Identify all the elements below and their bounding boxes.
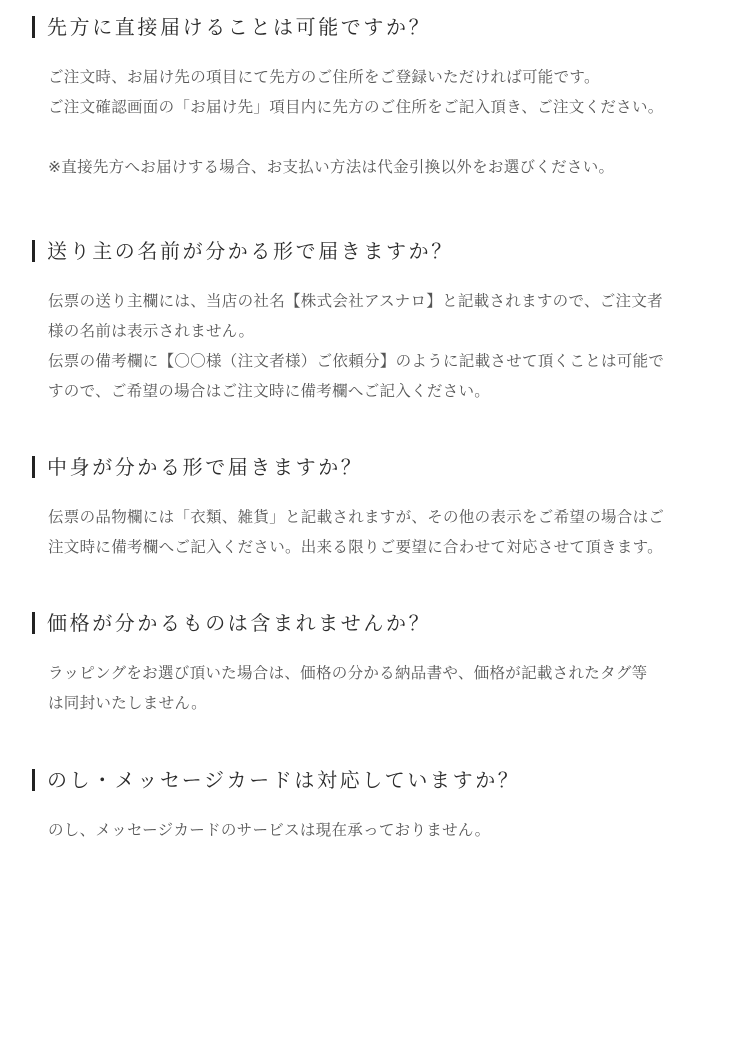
faq-question: 価格が分かるものは含まれませんか？ [32,610,750,636]
answer-line: 注文時に備考欄へご記入ください。出来る限りご要望に合わせて対応させて頂きます。 [48,538,663,556]
answer-line: ご注文確認画面の「お届け先」項目内に先方のご住所をご記入頂き、ご注文ください。 [48,98,664,116]
answer-line: のし、メッセージカードのサービスは現在承っておりません。 [48,821,491,839]
answer-line: 伝票の品物欄には「衣類、雑貨」と記載されますが、その他の表示をご希望の場合はご [48,508,665,526]
answer-line: ご注文時、お届け先の項目にて先方のご住所をご登録いただければ可能です。 [48,68,600,86]
faq-question: のし・メッセージカードは対応していますか？ [32,767,750,793]
faq-answer [48,62,708,182]
answer-line: ラッピングをお選び頂いた場合は、価格の分かる納品書や、価格が記載されたタグ等 [48,664,648,682]
answer-line: ※直接先方へお届けする場合、お支払い方法は代金引換以外をお選びください。 [48,158,615,176]
faq-item [0,454,750,562]
faq-question: 先方に直接届けることは可能ですか？ [32,14,750,40]
faq-item [0,238,750,406]
faq-answer [48,502,708,562]
faq-item [0,767,750,845]
answer-line: すので、ご希望の場合はご注文時に備考欄へご記入ください。 [48,382,491,400]
answer-line: 伝票の送り主欄には、当店の社名【株式会社アスナロ】と記載されますので、ご注文者 [48,292,663,310]
answer-line: 様の名前は表示されません。 [48,322,255,340]
answer-line: 伝票の備考欄に【〇〇様（注文者様）ご依頼分】のように記載させて頂くことは可能で [48,352,665,370]
faq-answer [48,815,708,845]
answer-line: は同封いたしません。 [48,694,207,712]
faq-question: 送り主の名前が分かる形で届きますか？ [32,238,750,264]
answer-line-blank [48,122,708,152]
faq-question: 中身が分かる形で届きますか？ [32,454,750,480]
faq-answer [48,658,708,718]
faq-item [0,610,750,718]
faq-item [0,14,750,182]
faq-answer [48,286,708,406]
